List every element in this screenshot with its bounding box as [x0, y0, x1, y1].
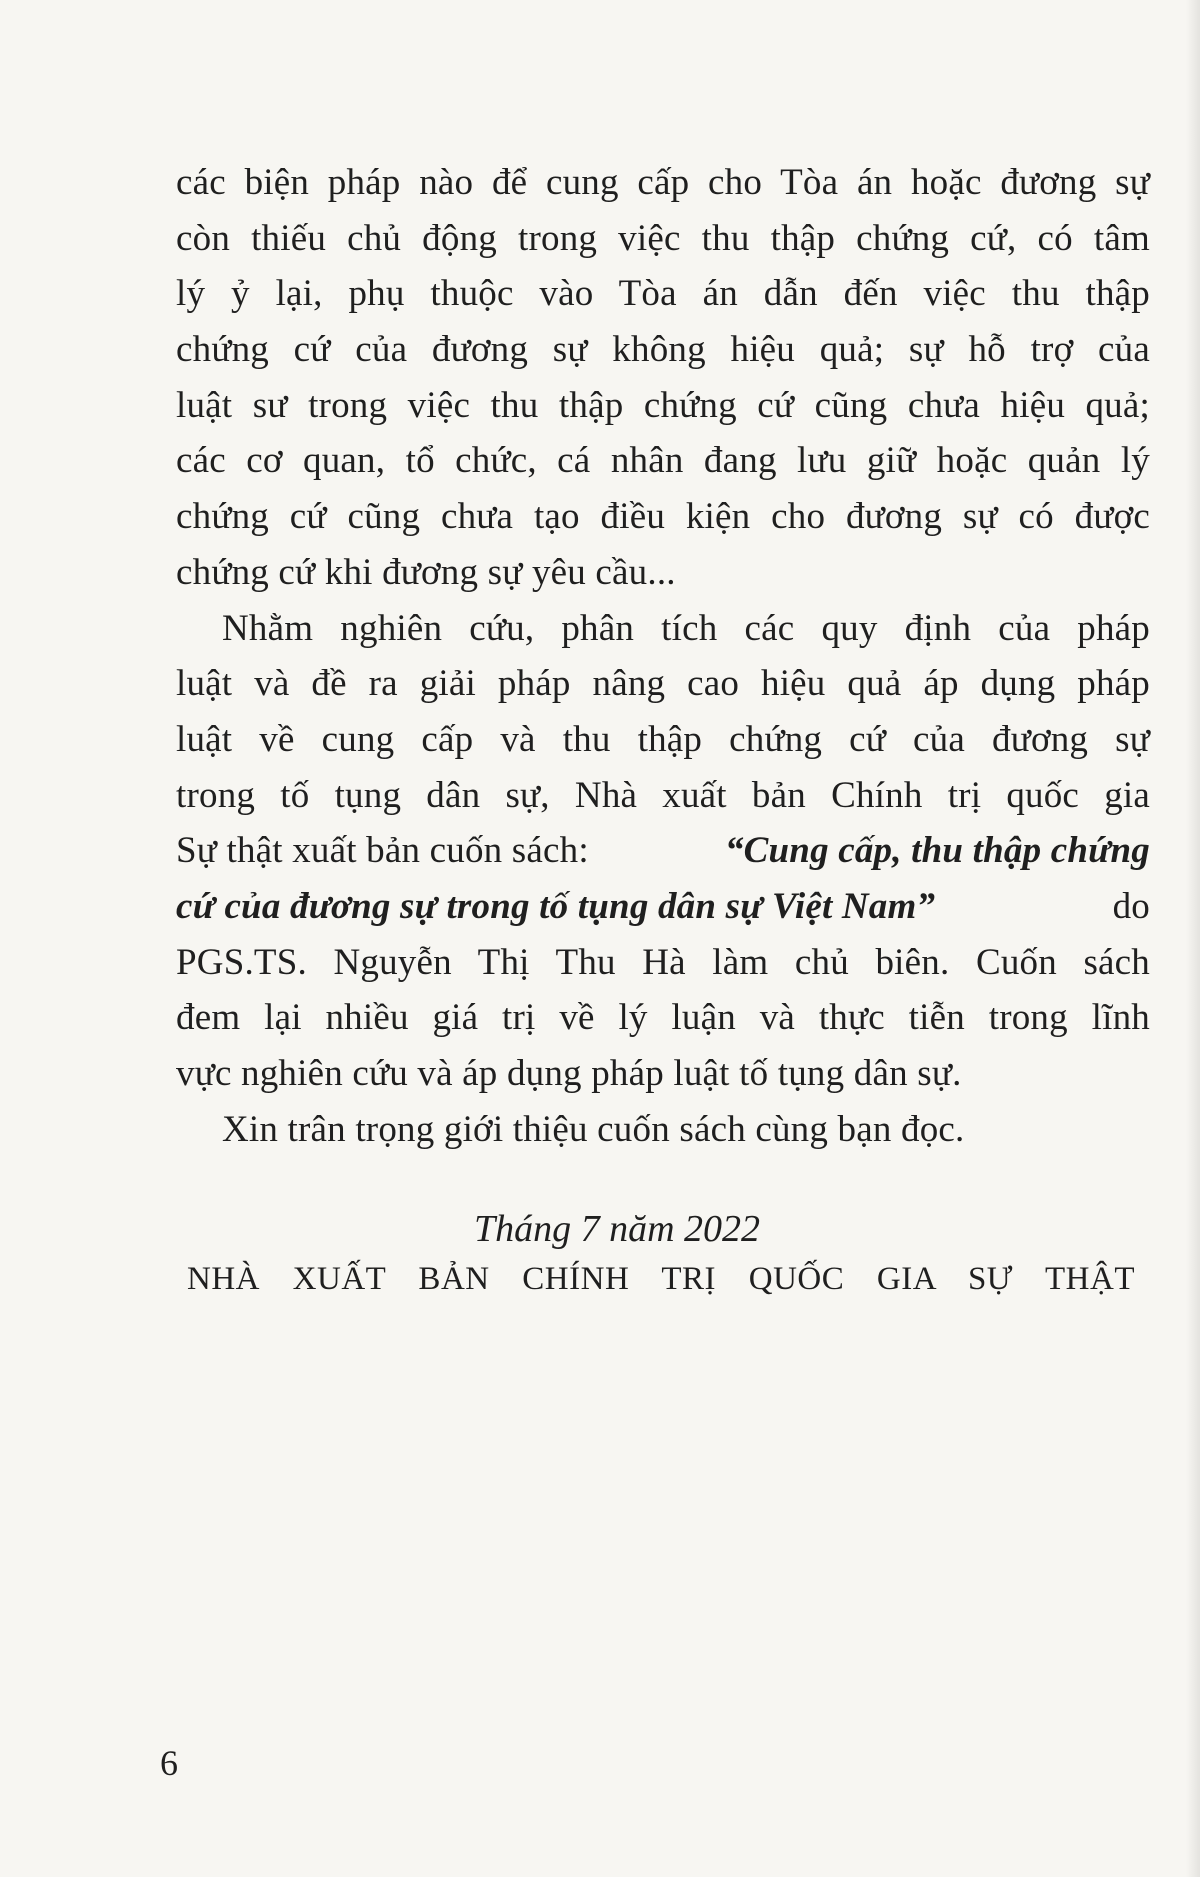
body-text — [176, 155, 1150, 1157]
text-segment: do — [1112, 885, 1150, 927]
text-line: vực nghiên cứu và áp dụng pháp luật tố tụng dân sự. — [176, 1053, 962, 1094]
page-edge-shadow — [1186, 0, 1200, 1877]
text-line: các cơ quan, tổ chức, cá nhân đang lưu giữ hoặc quản lý — [176, 440, 1150, 482]
text-line: chứng cứ khi đương sự yêu cầu... — [176, 551, 676, 593]
book-title-part-2: cứ của đương sự trong tố tụng dân sự Việt Nam” — [176, 885, 936, 927]
text-line: PGS.TS. Nguyễn Thị Thu Hà làm chủ biên. Cuốn sách — [176, 941, 1150, 983]
text-line: luật và đề ra giải pháp nâng cao hiệu quả áp dụng pháp — [176, 663, 1150, 705]
text-line — [176, 823, 1150, 879]
text-line: luật sư trong việc thu thập chứng cứ cũng chưa hiệu quả; — [176, 384, 1150, 426]
text-line: chứng cứ của đương sự không hiệu quả; sự hỗ trợ của — [176, 329, 1150, 371]
text-line — [176, 879, 1150, 935]
text-line: trong tố tụng dân sự, Nhà xuất bản Chính trị quốc gia — [176, 774, 1150, 816]
text-line: Nhằm nghiên cứu, phân tích các quy định của pháp — [222, 607, 1150, 649]
publication-date: Tháng 7 năm 2022 — [473, 1208, 761, 1250]
text-line: đem lại nhiều giá trị về lý luận và thực tiễn trong lĩnh — [176, 997, 1150, 1039]
page-number: 6 — [160, 1743, 178, 1783]
text-line: Xin trân trọng giới thiệu cuốn sách cùng bạn đọc. — [222, 1108, 965, 1150]
text-line: còn thiếu chủ động trong việc thu thập chứng cứ, có tâm — [176, 217, 1150, 259]
text-line: lý ỷ lại, phụ thuộc vào Tòa án dẫn đến việc thu thập — [176, 273, 1150, 315]
text-line: luật về cung cấp và thu thập chứng cứ của đương sự — [176, 718, 1150, 760]
text-line: chứng cứ cũng chưa tạo điều kiện cho đương sự có được — [176, 496, 1150, 538]
text-segment: Sự thật xuất bản cuốn sách: — [176, 830, 589, 872]
book-title-part-1: “Cung cấp, thu thập chứng — [724, 830, 1150, 872]
text-line: các biện pháp nào để cung cấp cho Tòa án hoặc đương sự — [176, 162, 1150, 203]
publisher-signature: NHÀ XUẤT BẢN CHÍNH TRỊ QUỐC GIA SỰ THẬT — [187, 1261, 1135, 1297]
